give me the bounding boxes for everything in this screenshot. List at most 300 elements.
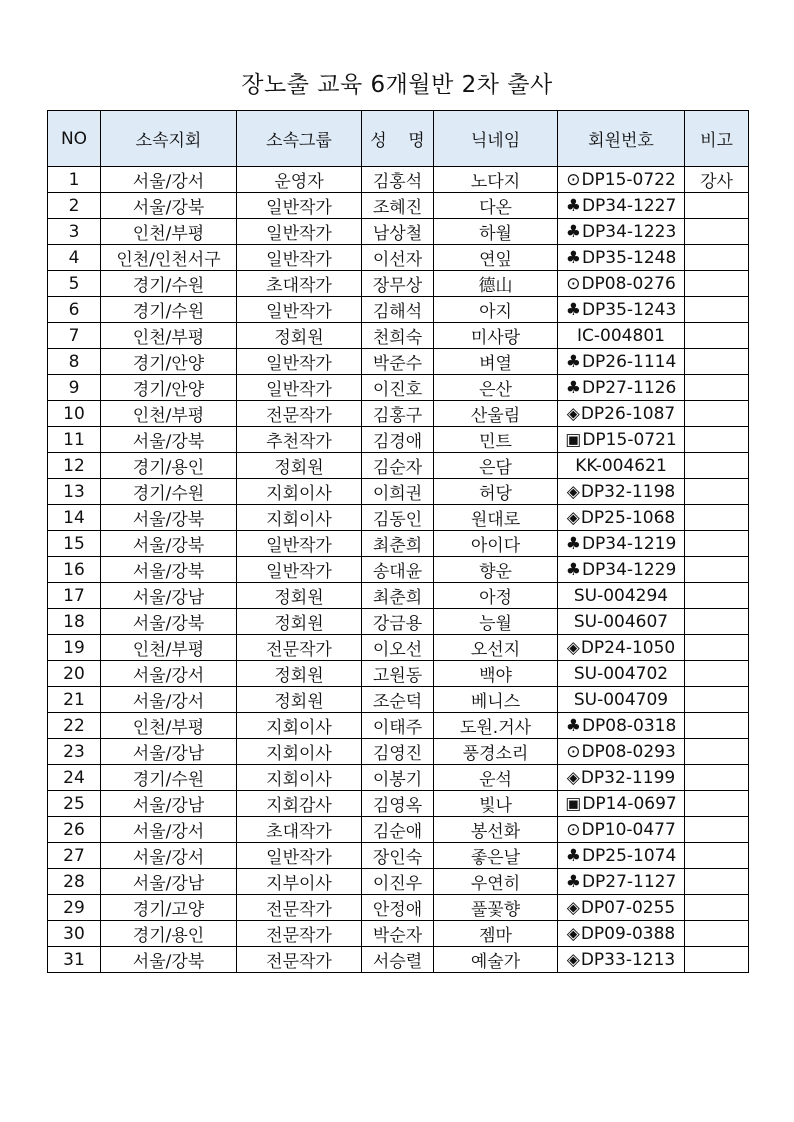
cell-branch: 서울/강서 (101, 817, 237, 843)
table-row (48, 479, 749, 505)
cell-group: 지부이사 (237, 869, 362, 895)
member-grade-mark-icon: ▣ (565, 793, 582, 814)
cell-branch: 인천/부평 (101, 219, 237, 245)
member-grade-mark-icon: ⊙ (566, 819, 581, 840)
member-grade-mark-icon: ♣ (565, 221, 581, 242)
cell-nickname: 연잎 (434, 245, 558, 271)
cell-name: 이오선 (362, 635, 434, 661)
cell-branch: 서울/강남 (101, 869, 237, 895)
cell-name: 장인숙 (362, 843, 434, 869)
cell-branch: 서울/강남 (101, 583, 237, 609)
table-row (48, 713, 749, 739)
cell-member-no (558, 947, 685, 973)
cell-note (685, 323, 749, 349)
cell-note (685, 817, 749, 843)
cell-group: 전문작가 (237, 635, 362, 661)
cell-note (685, 245, 749, 271)
member-number: IC-004801 (577, 325, 665, 346)
table-row (48, 609, 749, 635)
table-row (48, 791, 749, 817)
cell-branch: 경기/고양 (101, 895, 237, 921)
member-number: DP14-0697 (582, 793, 677, 814)
cell-group: 정회원 (237, 687, 362, 713)
table-row (48, 843, 749, 869)
cell-note (685, 193, 749, 219)
table-row (48, 947, 749, 973)
cell-group: 지회이사 (237, 739, 362, 765)
cell-note (685, 661, 749, 687)
cell-nickname: 벼열 (434, 349, 558, 375)
cell-name: 송대윤 (362, 557, 434, 583)
cell-no: 6 (48, 297, 101, 323)
cell-group: 일반작가 (237, 193, 362, 219)
cell-name: 김영옥 (362, 791, 434, 817)
cell-no: 17 (48, 583, 101, 609)
cell-branch: 인천/부평 (101, 401, 237, 427)
member-number: DP26-1087 (580, 403, 676, 424)
cell-branch: 경기/수원 (101, 765, 237, 791)
cell-no: 23 (48, 739, 101, 765)
table-row (48, 921, 749, 947)
cell-member-no (558, 349, 685, 375)
table-row (48, 817, 749, 843)
cell-name: 조혜진 (362, 193, 434, 219)
cell-member-no (558, 323, 685, 349)
member-grade-mark-icon: ◈ (566, 767, 580, 788)
cell-note (685, 557, 749, 583)
cell-nickname: 백야 (434, 661, 558, 687)
cell-branch: 서울/강북 (101, 609, 237, 635)
cell-no: 8 (48, 349, 101, 375)
cell-nickname: 능월 (434, 609, 558, 635)
member-number: DP32-1198 (580, 481, 676, 502)
cell-no: 3 (48, 219, 101, 245)
member-grade-mark-icon: ♣ (565, 715, 581, 736)
member-number: DP15-0722 (581, 169, 676, 190)
cell-note (685, 609, 749, 635)
member-number: SU-004702 (573, 663, 669, 684)
cell-name: 이진우 (362, 869, 434, 895)
cell-nickname: 우연히 (434, 869, 558, 895)
cell-branch: 서울/강남 (101, 739, 237, 765)
cell-branch: 서울/강서 (101, 687, 237, 713)
cell-branch: 인천/부평 (101, 323, 237, 349)
table-row (48, 661, 749, 687)
table-row (48, 505, 749, 531)
cell-group: 운영자 (237, 167, 362, 193)
cell-name: 최춘희 (362, 531, 434, 557)
cell-branch: 경기/안양 (101, 375, 237, 401)
member-grade-mark-icon: ◈ (566, 637, 580, 658)
cell-member-no (558, 479, 685, 505)
cell-branch: 서울/강북 (101, 193, 237, 219)
cell-note (685, 739, 749, 765)
member-number: DP32-1199 (580, 767, 676, 788)
cell-nickname: 도원.거사 (434, 713, 558, 739)
cell-member-no (558, 635, 685, 661)
cell-member-no (558, 713, 685, 739)
cell-branch: 경기/수원 (101, 479, 237, 505)
cell-note (685, 921, 749, 947)
member-grade-mark-icon: ♣ (565, 533, 581, 554)
member-number: DP25-1074 (581, 845, 677, 866)
cell-branch: 서울/강서 (101, 167, 237, 193)
cell-nickname: 다온 (434, 193, 558, 219)
table-row (48, 349, 749, 375)
cell-note (685, 401, 749, 427)
cell-no: 9 (48, 375, 101, 401)
cell-nickname: 은담 (434, 453, 558, 479)
table-row (48, 453, 749, 479)
cell-note (685, 765, 749, 791)
member-number: DP33-1213 (580, 949, 676, 970)
cell-nickname: 풀꽃향 (434, 895, 558, 921)
cell-name: 천희숙 (362, 323, 434, 349)
cell-nickname: 德山 (434, 271, 558, 297)
cell-no: 25 (48, 791, 101, 817)
cell-name: 이태주 (362, 713, 434, 739)
cell-note: 강사 (685, 167, 749, 193)
table-row (48, 375, 749, 401)
cell-branch: 인천/부평 (101, 713, 237, 739)
member-number: DP34-1229 (581, 559, 677, 580)
cell-member-no (558, 817, 685, 843)
document-title: 장노출 교육 6개월반 2차 출사 (241, 72, 553, 98)
table-row (48, 739, 749, 765)
table-row (48, 869, 749, 895)
cell-name: 남상철 (362, 219, 434, 245)
cell-group: 정회원 (237, 583, 362, 609)
cell-branch: 인천/부평 (101, 635, 237, 661)
header-member-no: 회원번호 (558, 111, 685, 167)
cell-nickname: 좋은날 (434, 843, 558, 869)
cell-member-no (558, 843, 685, 869)
cell-nickname: 하월 (434, 219, 558, 245)
cell-name: 고원동 (362, 661, 434, 687)
cell-note (685, 713, 749, 739)
cell-no: 30 (48, 921, 101, 947)
cell-name: 강금용 (362, 609, 434, 635)
cell-group: 지회이사 (237, 713, 362, 739)
member-grade-mark-icon: ⊙ (566, 741, 581, 762)
member-grade-mark-icon: ♣ (565, 195, 581, 216)
cell-name: 안정애 (362, 895, 434, 921)
cell-name: 김순애 (362, 817, 434, 843)
cell-nickname: 베니스 (434, 687, 558, 713)
cell-nickname: 아이다 (434, 531, 558, 557)
cell-group: 추천작가 (237, 427, 362, 453)
cell-group: 정회원 (237, 453, 362, 479)
member-number: DP08-0293 (581, 741, 676, 762)
member-number: DP08-0318 (581, 715, 677, 736)
cell-group: 일반작가 (237, 531, 362, 557)
cell-note (685, 453, 749, 479)
cell-name: 최춘희 (362, 583, 434, 609)
member-number: DP26-1114 (581, 351, 677, 372)
member-number: SU-004709 (573, 689, 669, 710)
cell-member-no (558, 869, 685, 895)
member-number: SU-004294 (573, 585, 669, 606)
cell-member-no (558, 427, 685, 453)
cell-nickname: 원대로 (434, 505, 558, 531)
cell-nickname: 아지 (434, 297, 558, 323)
table-row (48, 245, 749, 271)
member-number: DP34-1223 (581, 221, 677, 242)
cell-branch: 경기/수원 (101, 297, 237, 323)
cell-member-no (558, 219, 685, 245)
cell-no: 13 (48, 479, 101, 505)
cell-member-no (558, 297, 685, 323)
cell-name: 박순자 (362, 921, 434, 947)
cell-nickname: 미사랑 (434, 323, 558, 349)
cell-no: 12 (48, 453, 101, 479)
cell-member-no (558, 609, 685, 635)
cell-no: 7 (48, 323, 101, 349)
cell-member-no (558, 193, 685, 219)
cell-group: 초대작가 (237, 817, 362, 843)
cell-name: 이봉기 (362, 765, 434, 791)
cell-name: 이선자 (362, 245, 434, 271)
cell-no: 18 (48, 609, 101, 635)
header-no: NO (48, 111, 101, 167)
member-number: DP27-1127 (581, 871, 677, 892)
cell-no: 1 (48, 167, 101, 193)
member-grade-mark-icon: ♣ (565, 845, 581, 866)
cell-member-no (558, 791, 685, 817)
cell-branch: 서울/강북 (101, 505, 237, 531)
member-grade-mark-icon: ♣ (565, 559, 581, 580)
cell-branch: 서울/강북 (101, 947, 237, 973)
table-row (48, 401, 749, 427)
cell-note (685, 375, 749, 401)
table-header-row (48, 111, 749, 167)
cell-note (685, 687, 749, 713)
cell-member-no (558, 167, 685, 193)
cell-group: 일반작가 (237, 843, 362, 869)
cell-name: 박준수 (362, 349, 434, 375)
cell-name: 이희권 (362, 479, 434, 505)
cell-note (685, 349, 749, 375)
member-number: DP35-1243 (581, 299, 677, 320)
table-row (48, 687, 749, 713)
cell-group: 정회원 (237, 323, 362, 349)
member-grade-mark-icon: ⊙ (566, 273, 581, 294)
cell-group: 일반작가 (237, 219, 362, 245)
member-number: DP25-1068 (580, 507, 676, 528)
cell-group: 일반작가 (237, 297, 362, 323)
cell-group: 초대작가 (237, 271, 362, 297)
cell-group: 지회감사 (237, 791, 362, 817)
table-row (48, 271, 749, 297)
cell-member-no (558, 661, 685, 687)
cell-nickname: 향운 (434, 557, 558, 583)
cell-member-no (558, 505, 685, 531)
member-number: DP09-0388 (580, 923, 676, 944)
cell-note (685, 219, 749, 245)
member-grade-mark-icon: ♣ (565, 871, 581, 892)
member-grade-mark-icon: ◈ (566, 507, 580, 528)
cell-name: 김해석 (362, 297, 434, 323)
cell-group: 지회이사 (237, 505, 362, 531)
cell-nickname: 오선지 (434, 635, 558, 661)
cell-name: 김경애 (362, 427, 434, 453)
cell-group: 전문작가 (237, 895, 362, 921)
cell-no: 20 (48, 661, 101, 687)
member-grade-mark-icon: ◈ (566, 923, 580, 944)
cell-group: 지회이사 (237, 479, 362, 505)
cell-no: 15 (48, 531, 101, 557)
member-number: DP27-1126 (581, 377, 677, 398)
cell-no: 21 (48, 687, 101, 713)
cell-nickname: 아정 (434, 583, 558, 609)
member-grade-mark-icon: ◈ (566, 949, 580, 970)
cell-note (685, 583, 749, 609)
cell-no: 28 (48, 869, 101, 895)
cell-group: 일반작가 (237, 349, 362, 375)
cell-nickname: 봉선화 (434, 817, 558, 843)
cell-group: 전문작가 (237, 947, 362, 973)
member-grade-mark-icon: ⊙ (566, 169, 581, 190)
cell-nickname: 노다지 (434, 167, 558, 193)
cell-name: 장무상 (362, 271, 434, 297)
cell-no: 19 (48, 635, 101, 661)
table-row (48, 531, 749, 557)
cell-name: 서승렬 (362, 947, 434, 973)
cell-member-no (558, 531, 685, 557)
cell-branch: 경기/용인 (101, 453, 237, 479)
cell-branch: 경기/수원 (101, 271, 237, 297)
member-number: KK-004621 (575, 455, 667, 476)
cell-nickname: 민트 (434, 427, 558, 453)
cell-member-no (558, 895, 685, 921)
member-grade-mark-icon: ◈ (566, 481, 580, 502)
table-row (48, 895, 749, 921)
cell-no: 11 (48, 427, 101, 453)
cell-member-no (558, 271, 685, 297)
cell-group: 일반작가 (237, 557, 362, 583)
cell-note (685, 895, 749, 921)
cell-branch: 서울/강북 (101, 427, 237, 453)
cell-member-no (558, 765, 685, 791)
cell-nickname: 허당 (434, 479, 558, 505)
cell-note (685, 505, 749, 531)
cell-no: 5 (48, 271, 101, 297)
table-row (48, 557, 749, 583)
table-row (48, 297, 749, 323)
cell-note (685, 843, 749, 869)
cell-note (685, 297, 749, 323)
cell-group: 전문작가 (237, 401, 362, 427)
cell-no: 26 (48, 817, 101, 843)
member-grade-mark-icon: ▣ (565, 429, 582, 450)
member-grade-mark-icon: ♣ (565, 299, 581, 320)
cell-nickname: 은산 (434, 375, 558, 401)
cell-branch: 인천/인천서구 (101, 245, 237, 271)
cell-nickname: 운석 (434, 765, 558, 791)
cell-branch: 서울/강서 (101, 843, 237, 869)
cell-no: 2 (48, 193, 101, 219)
header-nickname: 닉네임 (434, 111, 558, 167)
cell-no: 31 (48, 947, 101, 973)
table-row (48, 427, 749, 453)
member-number: DP24-1050 (580, 637, 676, 658)
table-body (48, 167, 749, 973)
cell-nickname: 빛나 (434, 791, 558, 817)
cell-no: 29 (48, 895, 101, 921)
cell-name: 김홍석 (362, 167, 434, 193)
cell-name: 김영진 (362, 739, 434, 765)
member-grade-mark-icon: ◈ (566, 403, 580, 424)
cell-nickname: 풍경소리 (434, 739, 558, 765)
cell-branch: 경기/안양 (101, 349, 237, 375)
cell-no: 22 (48, 713, 101, 739)
cell-no: 10 (48, 401, 101, 427)
cell-name: 김동인 (362, 505, 434, 531)
cell-note (685, 869, 749, 895)
table-row (48, 635, 749, 661)
cell-group: 지회이사 (237, 765, 362, 791)
header-note: 비고 (685, 111, 749, 167)
member-grade-mark-icon: ◈ (566, 897, 580, 918)
cell-no: 27 (48, 843, 101, 869)
table-row (48, 323, 749, 349)
cell-member-no (558, 245, 685, 271)
cell-member-no (558, 375, 685, 401)
member-number: DP35-1248 (581, 247, 677, 268)
member-number: DP34-1219 (581, 533, 677, 554)
cell-name: 김순자 (362, 453, 434, 479)
cell-name: 조순덕 (362, 687, 434, 713)
cell-name: 이진호 (362, 375, 434, 401)
cell-note (685, 635, 749, 661)
member-number: DP07-0255 (580, 897, 676, 918)
table-row (48, 193, 749, 219)
cell-member-no (558, 687, 685, 713)
table-row (48, 583, 749, 609)
cell-note (685, 947, 749, 973)
participant-table (47, 110, 749, 973)
cell-name: 김홍구 (362, 401, 434, 427)
member-grade-mark-icon: ♣ (565, 351, 581, 372)
cell-no: 4 (48, 245, 101, 271)
cell-nickname: 산울림 (434, 401, 558, 427)
cell-member-no (558, 921, 685, 947)
cell-nickname: 예술가 (434, 947, 558, 973)
cell-branch: 서울/강북 (101, 531, 237, 557)
header-branch: 소속지회 (101, 111, 237, 167)
cell-group: 정회원 (237, 661, 362, 687)
table-row (48, 219, 749, 245)
cell-note (685, 271, 749, 297)
cell-member-no (558, 557, 685, 583)
cell-member-no (558, 739, 685, 765)
cell-member-no (558, 583, 685, 609)
cell-no: 24 (48, 765, 101, 791)
member-grade-mark-icon: ♣ (565, 247, 581, 268)
cell-no: 16 (48, 557, 101, 583)
cell-group: 전문작가 (237, 921, 362, 947)
header-name: 성 명 (362, 111, 434, 167)
table-row (48, 765, 749, 791)
cell-branch: 서울/강북 (101, 557, 237, 583)
member-number: DP15-0721 (582, 429, 677, 450)
member-number: SU-004607 (573, 611, 669, 632)
cell-note (685, 791, 749, 817)
cell-branch: 경기/용인 (101, 921, 237, 947)
header-group: 소속그룹 (237, 111, 362, 167)
cell-note (685, 479, 749, 505)
cell-branch: 서울/강서 (101, 661, 237, 687)
